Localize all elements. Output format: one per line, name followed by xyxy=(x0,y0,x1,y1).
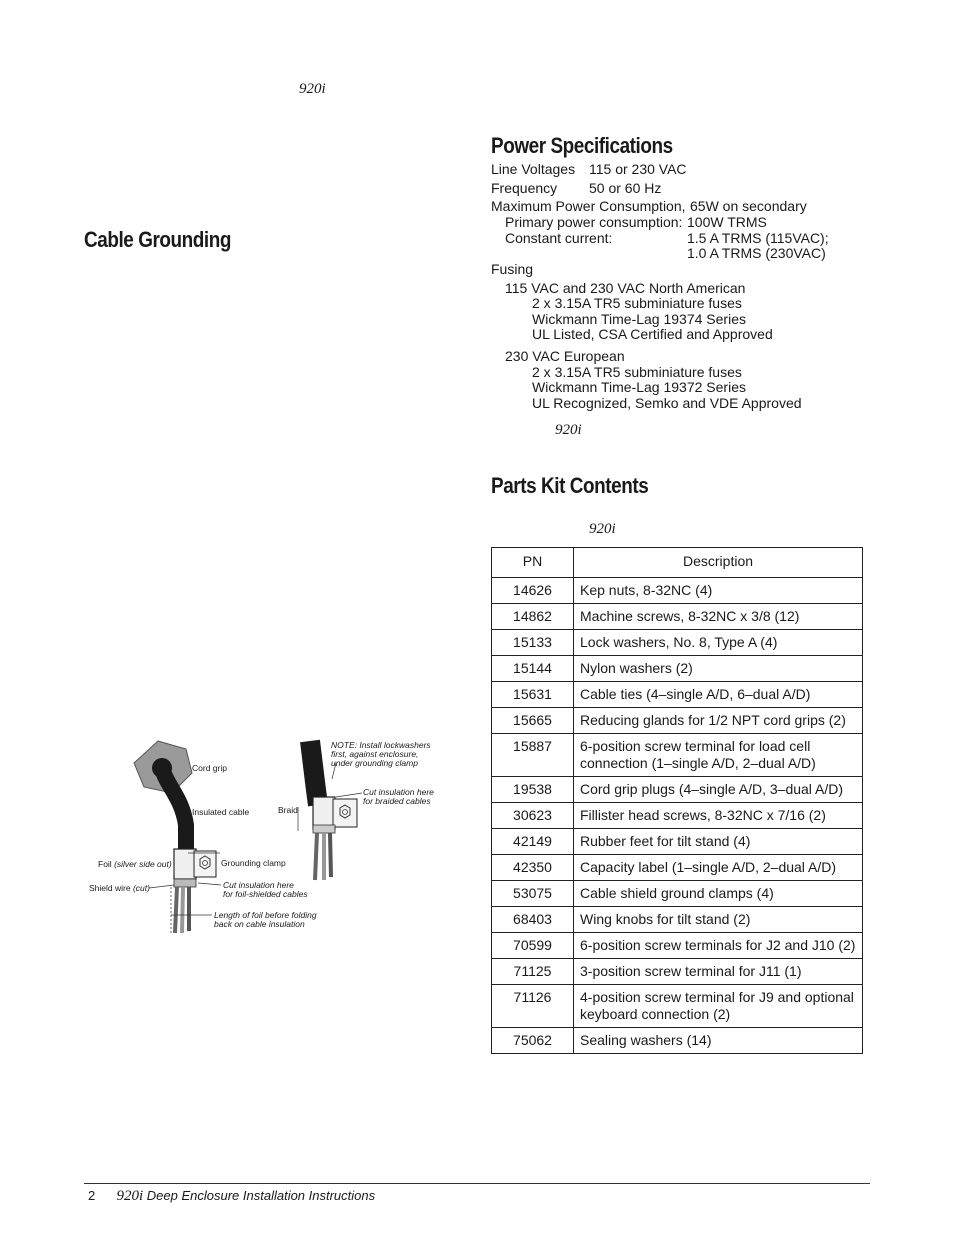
label-insulated-cable: Insulated cable xyxy=(192,807,250,817)
constant-current-label: Constant current: xyxy=(505,230,613,246)
model-reference: 920i xyxy=(299,81,326,97)
cable-grounding-heading: Cable Grounding xyxy=(84,227,232,252)
label-cut-braid-line2: for braided cables xyxy=(363,796,431,806)
table-row xyxy=(492,803,863,829)
parts-table xyxy=(491,547,863,1054)
label-shield-wire-note: (cut) xyxy=(132,883,150,893)
table-row xyxy=(492,656,863,682)
table-row xyxy=(492,933,863,959)
part-description: Cable ties (4–single A/D, 6–dual A/D) xyxy=(574,682,863,708)
label-foil-length-line1: Length of foil before folding xyxy=(214,910,317,920)
part-description: Machine screws, 8-32NC x 3/8 (12) xyxy=(574,604,863,630)
part-number: 42149 xyxy=(492,829,574,855)
label-lockwasher-note xyxy=(331,741,431,768)
label-shield-wire-text: Shield wire xyxy=(89,883,131,893)
part-number: 14862 xyxy=(492,604,574,630)
part-number: 70599 xyxy=(492,933,574,959)
part-description: Nylon washers (2) xyxy=(574,656,863,682)
label-cord-grip: Cord grip xyxy=(192,763,227,773)
label-foil-text: Foil xyxy=(98,859,112,869)
part-number: 71125 xyxy=(492,959,574,985)
page-number: 2 xyxy=(88,1188,96,1203)
part-description: Sealing washers (14) xyxy=(574,1028,863,1054)
part-number: 30623 xyxy=(492,803,574,829)
fusing-label: Fusing xyxy=(491,261,534,277)
frequency-value: 50 or 60 Hz xyxy=(589,180,662,196)
footer xyxy=(88,1188,375,1205)
table-row xyxy=(492,682,863,708)
label-foil-note: (silver side out) xyxy=(114,859,172,869)
part-number: 15665 xyxy=(492,708,574,734)
part-description: 6-position screw terminals for J2 and J10 (2) xyxy=(574,933,863,959)
part-number: 15887 xyxy=(492,734,574,777)
part-description: Lock washers, No. 8, Type A (4) xyxy=(574,630,863,656)
constant-current-value-2: 1.0 A TRMS (230VAC) xyxy=(687,245,826,261)
part-number: 15631 xyxy=(492,682,574,708)
part-number: 19538 xyxy=(492,777,574,803)
part-description: Reducing glands for 1/2 NPT cord grips (2) xyxy=(574,708,863,734)
part-number: 42350 xyxy=(492,855,574,881)
parts-table-header xyxy=(492,548,863,578)
part-description: 4-position screw terminal for J9 and optional keyboard connection (2) xyxy=(574,985,863,1028)
table-row xyxy=(492,777,863,803)
part-number: 68403 xyxy=(492,907,574,933)
label-cut-foil-line1: Cut insulation here xyxy=(223,880,294,890)
label-braid: Braid xyxy=(278,805,298,815)
part-description: Cord grip plugs (4–single A/D, 3–dual A/D) xyxy=(574,777,863,803)
table-row xyxy=(492,855,863,881)
part-number: 53075 xyxy=(492,881,574,907)
label-grounding-clamp: Grounding clamp xyxy=(221,858,286,868)
max-power-label: Maximum Power Consumption, xyxy=(491,198,686,214)
part-description: Wing knobs for tilt stand (2) xyxy=(574,907,863,933)
footer-model: 920i xyxy=(116,1188,144,1204)
table-row xyxy=(492,985,863,1028)
primary-power-value: 100W TRMS xyxy=(687,214,767,230)
label-note-line3: under grounding clamp xyxy=(331,758,418,768)
power-specifications-heading: Power Specifications xyxy=(491,133,673,158)
label-shield-wire xyxy=(89,884,150,893)
table-row xyxy=(492,708,863,734)
max-power-value: 65W on secondary xyxy=(690,198,807,214)
part-description: 3-position screw terminal for J11 (1) xyxy=(574,959,863,985)
constant-current-value-1: 1.5 A TRMS (115VAC); xyxy=(687,230,829,246)
table-row xyxy=(492,604,863,630)
fusing-eu-line3: UL Recognized, Semko and VDE Approved xyxy=(532,395,802,411)
frequency-label: Frequency xyxy=(491,180,558,196)
column-header-description: Description xyxy=(574,548,863,578)
table-row xyxy=(492,881,863,907)
footer-rule xyxy=(84,1183,870,1184)
primary-power-label: Primary power consumption: xyxy=(505,214,683,230)
part-number: 71126 xyxy=(492,985,574,1028)
table-row xyxy=(492,1028,863,1054)
fusing-na-title: 115 VAC and 230 VAC North American xyxy=(505,280,746,296)
part-number: 14626 xyxy=(492,578,574,604)
label-foil-length-line2: back on cable insulation xyxy=(214,919,305,929)
power-model-note: 920i xyxy=(555,422,582,438)
label-note-line2: first, against enclosure, xyxy=(331,749,419,759)
label-foil-length xyxy=(214,911,317,929)
part-description: Kep nuts, 8-32NC (4) xyxy=(574,578,863,604)
fusing-na-line3: UL Listed, CSA Certified and Approved xyxy=(532,326,773,342)
table-row xyxy=(492,829,863,855)
part-number: 75062 xyxy=(492,1028,574,1054)
parts-model-note: 920i xyxy=(589,521,616,537)
footer-title: Deep Enclosure Installation Instructions xyxy=(146,1188,376,1203)
label-cut-foil xyxy=(223,881,308,899)
line-voltages-label: Line Voltages xyxy=(491,161,576,177)
fusing-eu-title: 230 VAC European xyxy=(505,348,625,364)
fusing-eu-line2: Wickmann Time-Lag 19372 Series xyxy=(532,379,746,395)
table-row xyxy=(492,734,863,777)
fusing-eu-line1: 2 x 3.15A TR5 subminiature fuses xyxy=(532,364,742,380)
fusing-na-line1: 2 x 3.15A TR5 subminiature fuses xyxy=(532,295,742,311)
part-description: Cable shield ground clamps (4) xyxy=(574,881,863,907)
part-description: Fillister head screws, 8-32NC x 7/16 (2) xyxy=(574,803,863,829)
fusing-na-line2: Wickmann Time-Lag 19374 Series xyxy=(532,311,746,327)
label-note-line1: NOTE: Install lockwashers xyxy=(331,740,431,750)
part-description: Rubber feet for tilt stand (4) xyxy=(574,829,863,855)
table-row xyxy=(492,578,863,604)
line-voltages-value: 115 or 230 VAC xyxy=(589,161,687,177)
label-cut-braid-line1: Cut insulation here xyxy=(363,787,434,797)
parts-kit-heading: Parts Kit Contents xyxy=(491,473,649,498)
table-row xyxy=(492,959,863,985)
table-row xyxy=(492,630,863,656)
label-foil xyxy=(98,860,172,869)
part-description: Capacity label (1–single A/D, 2–dual A/D) xyxy=(574,855,863,881)
column-header-pn: PN xyxy=(492,548,574,578)
label-cut-foil-line2: for foil-shielded cables xyxy=(223,889,308,899)
part-number: 15144 xyxy=(492,656,574,682)
part-description: 6-position screw terminal for load cell connection (1–single A/D, 2–dual A/D) xyxy=(574,734,863,777)
part-number: 15133 xyxy=(492,630,574,656)
table-row xyxy=(492,907,863,933)
label-cut-braid xyxy=(363,788,434,806)
cable-grounding-diagram xyxy=(86,735,446,940)
